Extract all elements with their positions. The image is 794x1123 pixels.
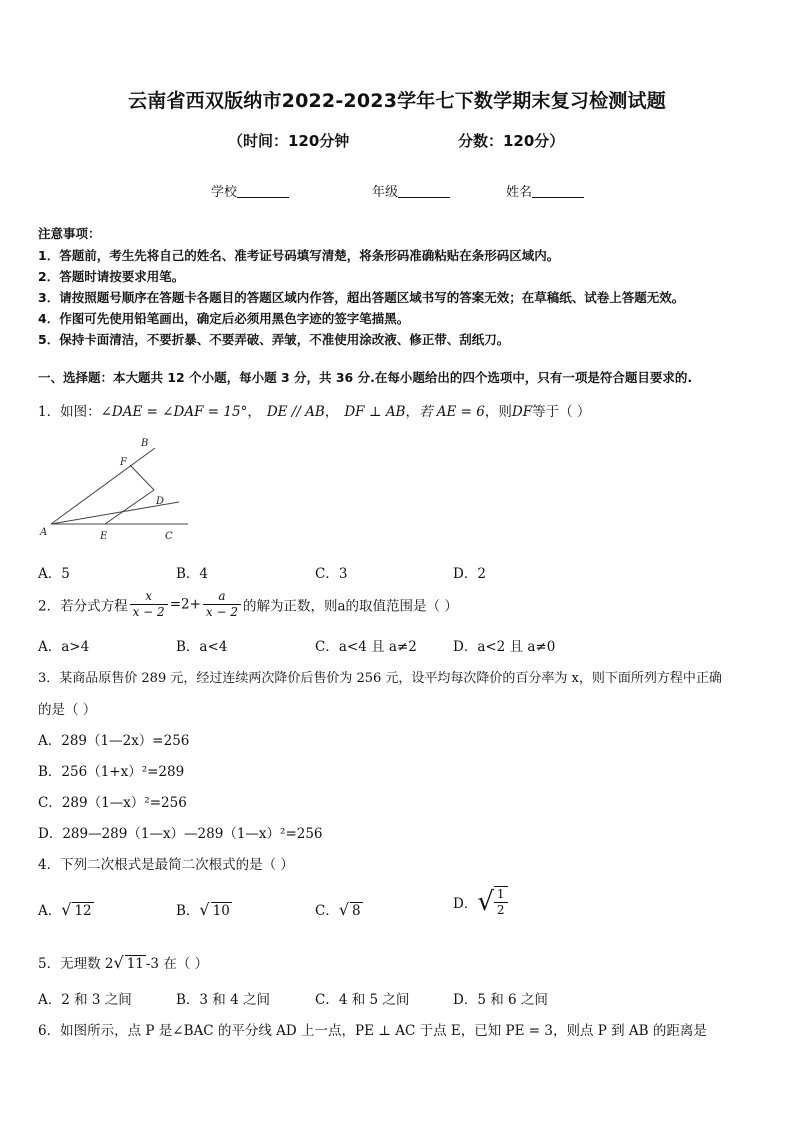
q3-option-b[interactable]: B．256（1+x）²=289	[38, 764, 185, 780]
school-label: 学校	[211, 185, 238, 200]
grade-blank[interactable]	[398, 185, 450, 198]
q4-option-c[interactable]: C．√ 8	[315, 900, 361, 919]
label-b: B	[141, 438, 149, 449]
label-a: A	[40, 527, 48, 538]
q1-option-a[interactable]: A．5	[38, 566, 70, 582]
line-ab	[51, 448, 155, 524]
q3-option-c[interactable]: C．289（1—x）²=256	[38, 795, 187, 811]
q2-option-a[interactable]: A．a>4	[38, 639, 90, 655]
grade-label: 年级	[372, 185, 399, 200]
question-6-stem: 6．如图所示，点 P 是∠BAC 的平分线 AD 上一点，PE ⊥ AC 于点 E，已知 PE = 3，则点 P 到 AB 的距离是	[38, 1023, 707, 1039]
question-2-stem: 2．若分式方程 $\frac{x}{x - 2}$ =2+ $\frac{a}{x - 2}$ 的解为正数，则a的取值范围是（ ）	[38, 589, 458, 619]
notice-item: 5．保持卡面清洁，不要折暴、不要弄破、弄皱，不准使用涂改液、修正带、刮纸刀。	[38, 332, 510, 347]
q1-option-d[interactable]: D．2	[453, 566, 486, 582]
q3-option-a[interactable]: A．289（1—2x）=256	[38, 733, 190, 749]
name-label: 姓名	[506, 185, 533, 200]
exam-score: 分数：120分）	[458, 132, 565, 150]
page-title: 云南省西双版纳市2022-2023学年七下数学期末复习检测试题	[128, 90, 666, 112]
notice-heading: 注意事项：	[38, 226, 101, 241]
q2-option-c[interactable]: C．a<4 且 a≠2	[315, 639, 417, 655]
line-df	[130, 465, 154, 490]
question-3-line1: 3．某商品原售价 289 元，经过连续两次降价后售价为 256 元，设平均每次降价的百分率为 x，则下面所列方程中正确	[38, 671, 722, 686]
notice-item: 2．答题时请按要求用笔。	[38, 269, 185, 284]
q4-option-d[interactable]: D．√ $\frac{1}{2}$	[453, 886, 510, 918]
q2-option-b[interactable]: B．a<4	[176, 639, 228, 655]
label-f: F	[120, 457, 127, 468]
fraction: $\frac{x}{x - 2}$	[130, 589, 168, 620]
question-4-stem: 4．下列二次根式是最简二次根式的是（ ）	[38, 857, 294, 873]
school-field[interactable]	[211, 181, 289, 200]
q1-option-c[interactable]: C．3	[315, 566, 348, 582]
q4-option-a[interactable]: A．√ 12	[38, 900, 92, 919]
q4-option-b[interactable]: B．√ 10	[176, 900, 230, 919]
q2-option-d[interactable]: D．a<2 且 a≠0	[453, 639, 556, 655]
question-5-stem: 5．无理数 2√ 11 -3 在（ ）	[38, 953, 209, 972]
line-de	[105, 490, 154, 524]
notice-item: 1．答题前，考生先将自己的姓名、准考证号码填写清楚，将条形码准确粘贴在条形码区域内。	[38, 248, 560, 263]
radicand: 12	[74, 903, 92, 919]
label-d: D	[156, 496, 165, 507]
notice-item: 3．请按照题号顺序在答题卡各题目的答题区域内作答，超出答题区域书写的答案无效；在草稿纸、试卷上答题无效。	[38, 290, 685, 305]
exam-time: （时间：120分钟	[228, 132, 350, 150]
name-field[interactable]	[506, 181, 584, 200]
radicand: 11	[126, 956, 144, 972]
label-e: E	[100, 531, 108, 542]
q5-option-b[interactable]: B．3 和 4 之间	[176, 992, 270, 1008]
question-1-figure	[36, 432, 196, 544]
school-blank[interactable]	[237, 185, 289, 198]
radicand: 10	[212, 903, 230, 919]
section-heading: 一、选择题：本大题共 12 个小题，每小题 3 分，共 36 分.在每小题给出的四个选项中，只有一项是符合题目要求的.	[38, 370, 693, 385]
question-1-stem: 1．如图：∠DAE = ∠DAF = 15°， DE // AB， DF ⊥ AB，若 AE = 6，则DF等于（ ）	[38, 404, 591, 420]
radicand: 8	[352, 903, 361, 919]
fraction: $\frac{1}{2}$	[494, 886, 508, 918]
question-3-line2: 的是（ ）	[38, 702, 97, 718]
label-c: C	[165, 531, 173, 542]
fraction: $\frac{a}{x - 2}$	[203, 589, 241, 620]
notice-item: 4．作图可先使用铅笔画出，确定后必须用黑色字迹的签字笔描黑。	[38, 311, 410, 326]
q5-option-c[interactable]: C．4 和 5 之间	[315, 992, 410, 1008]
q1-option-b[interactable]: B．4	[176, 566, 209, 582]
q3-option-d[interactable]: D．289—289（1—x）—289（1—x）²=256	[38, 826, 323, 842]
q5-option-a[interactable]: A．2 和 3 之间	[38, 992, 132, 1008]
name-blank[interactable]	[532, 185, 584, 198]
q5-option-d[interactable]: D．5 和 6 之间	[453, 992, 548, 1008]
grade-field[interactable]	[372, 181, 450, 200]
